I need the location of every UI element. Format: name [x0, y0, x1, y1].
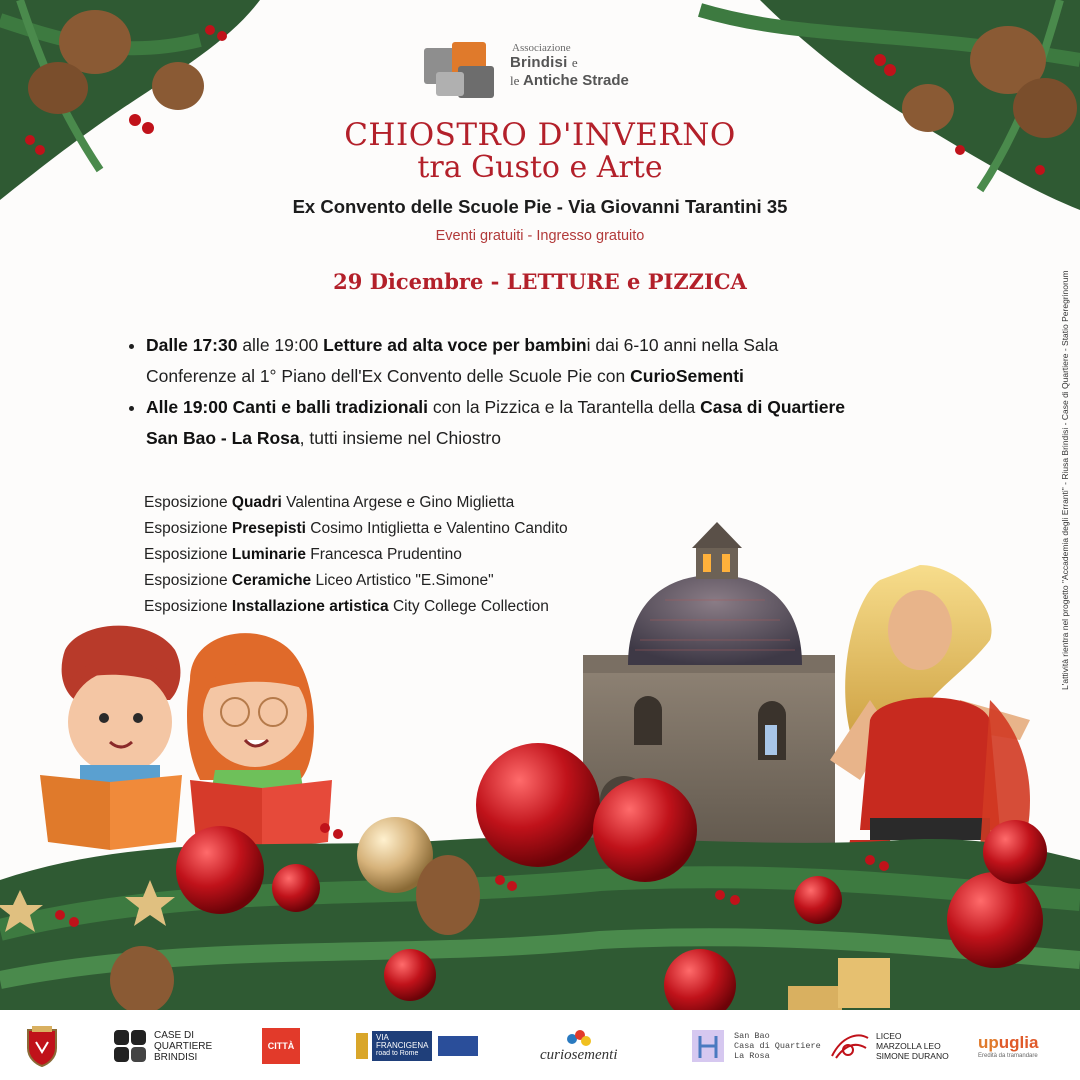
logo-line-strade: le Antiche Strade — [510, 72, 629, 89]
exhibition-item: Esposizione Ceramiche Liceo Artistico "E.Simone" — [144, 572, 494, 589]
children-reading-illustration — [40, 626, 332, 850]
exhibitions-list — [144, 490, 704, 620]
puglia-logo — [978, 1024, 1038, 1068]
liceo-logo — [828, 1024, 949, 1068]
san-bao-logo — [688, 1024, 821, 1068]
sanbao-line-2: Casa di Quartiere — [734, 1041, 821, 1051]
case-di-quartiere-logo — [112, 1024, 212, 1068]
violin-icon — [828, 1028, 872, 1064]
via-francigena-logo — [356, 1024, 478, 1068]
citta-logo — [262, 1024, 300, 1068]
vf-line-2: FRANCIGENA — [376, 1041, 429, 1050]
case-line-3: BRINDISI — [154, 1051, 198, 1063]
crest-icon — [22, 1024, 62, 1068]
logo-footprint-tiles — [424, 42, 506, 98]
logo-line-brindisi: Brindisi e — [510, 54, 578, 71]
event-date-heading: 29 Dicembre - LETTURE e PIZZICA — [333, 269, 747, 294]
side-note-text: L'attività rientra nel progetto "Accademia degli Erranti" - Riusa Brindisi - Case di Quartiere - Statio Peregrinorum — [1060, 270, 1070, 690]
liceo-line-2: MARZOLLA LEO — [876, 1041, 941, 1051]
event-subtitle: tra Gusto e Arte — [417, 150, 663, 185]
curiosementi-text: curiosementi — [540, 1046, 618, 1063]
drops-icon — [564, 1029, 594, 1047]
exhibition-item: Esposizione Presepisti Cosimo Intiglietta e Valentino Candito — [144, 520, 568, 537]
liceo-line-3: SIMONE DURANO — [876, 1051, 949, 1061]
chair-icon — [688, 1026, 728, 1066]
program-list — [120, 330, 860, 454]
case-line-1: CASE DI — [154, 1029, 195, 1041]
free-entry-note: Eventi gratuiti - Ingresso gratuito — [435, 228, 645, 244]
case-line-2: QUARTIERE — [154, 1040, 213, 1052]
program-item-pizzica: • Alle 19:00 Canti e balli tradizionali con la Pizzica e la Tarantella della Casa di Quartiere San Bao - La Rosa, tutti insieme nel Chiostro — [146, 392, 860, 454]
program-item-readings: • Dalle 17:30 alle 19:00 Letture ad alta voce per bambini dai 6-10 anni nella Sala Conferenze al 1° Piano dell'Ex Convento delle Scuole Pie con CurioSementi — [146, 330, 860, 392]
logo-line-association: Associazione — [512, 42, 571, 54]
liceo-line-1: LICEO — [876, 1031, 902, 1041]
house-grid-icon — [112, 1028, 148, 1064]
event-venue: Ex Convento delle Scuole Pie - Via Giovanni Tarantini 35 — [292, 196, 788, 217]
project-side-note — [1060, 220, 1074, 690]
city-crest-logo — [22, 1024, 62, 1068]
exhibition-item: Esposizione Quadri Valentina Argese e Gino Miglietta — [144, 494, 515, 511]
vf-line-1: VIA — [376, 1033, 389, 1042]
sanbao-line-1: San Bao — [734, 1031, 770, 1041]
puglia-text: uglia — [998, 1033, 1039, 1052]
curiosementi-logo — [540, 1024, 617, 1068]
vf-line-3: road to Rome — [376, 1050, 419, 1057]
puglia-subtitle: Eredità da tramandare — [978, 1053, 1038, 1059]
puglia-up: up — [978, 1033, 999, 1052]
exhibition-item: Esposizione Luminarie Francesca Prudentino — [144, 546, 462, 563]
event-title: CHIOSTRO D'INVERNO — [344, 117, 736, 153]
sanbao-line-3: La Rosa — [734, 1051, 770, 1061]
exhibition-item: Esposizione Installazione artistica City College Collection — [144, 598, 549, 615]
association-logo — [420, 38, 662, 98]
citta-badge: CITTÀ — [262, 1028, 300, 1064]
sponsor-footer — [0, 1010, 1080, 1080]
